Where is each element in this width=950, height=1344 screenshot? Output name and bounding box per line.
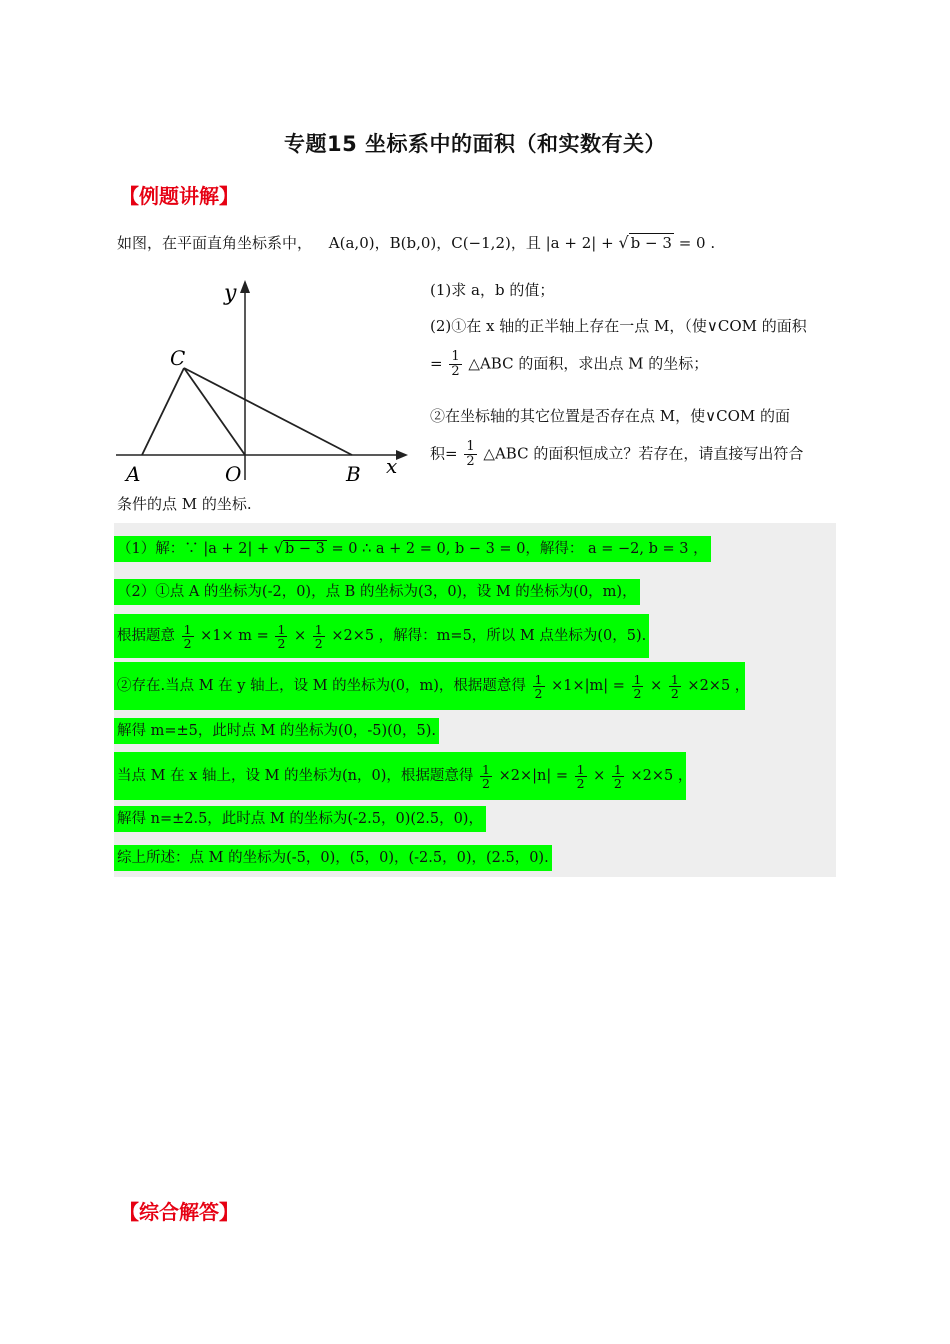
page-title: 专题15 坐标系中的面积（和实数有关） <box>283 132 667 156</box>
equals-sign: = <box>430 354 443 373</box>
question-2b-text: △ABC 的面积恒成立？若存在，请直接写出符合 <box>483 444 804 463</box>
question-2b-prefix: 积= <box>430 444 458 463</box>
label-o: O <box>225 462 242 486</box>
sqrt-expression: b − 3 <box>630 234 672 252</box>
question-2a-line1: (2)①在 x 轴的正半轴上存在一点 M，（使∨COM 的面积 <box>430 317 807 335</box>
y-axis-arrow-icon <box>240 280 250 293</box>
label-c: C <box>170 346 186 370</box>
label-a: A <box>126 462 141 486</box>
problem-points: A(a,0)，B(b,0)，C(−1,2)，且 <box>328 234 541 252</box>
condition-tail: = 0 . <box>678 234 716 252</box>
problem-intro-line <box>117 232 715 253</box>
label-b: B <box>346 462 361 486</box>
abs-expression: |a + 2| <box>545 234 597 252</box>
coordinate-figure <box>112 278 412 490</box>
question-1: (1)求 a，b 的值； <box>430 281 555 299</box>
plus-sign: + <box>601 234 614 252</box>
x-axis-arrow-icon <box>396 450 408 460</box>
sqrt-icon: √ <box>273 541 283 557</box>
question-2a-line2 <box>430 350 708 379</box>
answer-line-8: 综上所述：点 M 的坐标为(-5，0)，(5，0)，(-2.5，0)，(2.5，0). <box>114 845 552 871</box>
answer-line-5: 解得 m=±5，此时点 M 的坐标为(0，-5)(0，5). <box>114 718 439 744</box>
fraction-half: $\frac{1}{2}$ <box>451 349 460 379</box>
question-2b-line3: 条件的点 M 的坐标. <box>117 495 252 513</box>
segment-cb <box>184 368 352 455</box>
problem-intro: 如图，在平面直角坐标系中， <box>117 234 313 252</box>
section-comprehensive-heading: 【综合解答】 <box>119 1200 239 1224</box>
answer-line-2: （2）①点 A 的坐标为(-2，0)，点 B 的坐标为(3，0)，设 M 的坐标为(0，m)， <box>114 579 640 605</box>
question-2b-line2 <box>430 440 803 469</box>
segment-co <box>184 368 245 455</box>
answer-line-7: 解得 n=±2.5，此时点 M 的坐标为(-2.5，0)(2.5，0)， <box>114 806 486 832</box>
answer-line-1: （1）解：∵ |a + 2| + √ b − 3 = 0 ∴ a + 2 = 0, b − 3 = 0，解得： a = −2, b = 3 ， <box>114 536 711 562</box>
question-2b-line1: ②在坐标轴的其它位置是否存在点 M，使∨COM 的面 <box>430 407 791 425</box>
question-2a-text: △ABC 的面积，求出点 M 的坐标； <box>468 354 709 373</box>
section-example-heading: 【例题讲解】 <box>119 184 239 208</box>
label-y: y <box>224 281 237 306</box>
sqrt-icon: √ <box>618 233 629 252</box>
segment-ac <box>142 368 184 455</box>
answer-line-4: ②存在.当点 M 在 y 轴上，设 M 的坐标为(0，m)，根据题意得 $\frac{1}{2}$ ×1×|m| = $\frac{1}{2}$ × $\frac{1}{2}$ ×2×5 ， <box>114 662 745 710</box>
label-x: x <box>386 454 398 478</box>
answer-line-6: 当点 M 在 x 轴上，设 M 的坐标为(n，0)，根据题意得 $\frac{1}{2}$ ×2×|n| = $\frac{1}{2}$ × $\frac{1}{2}$ ×2×5 ， <box>114 752 686 800</box>
fraction-half: $\frac{1}{2}$ <box>466 439 475 469</box>
answer-line-3: 根据题意 $\frac{1}{2}$ ×1× m = $\frac{1}{2}$ × $\frac{1}{2}$ ×2×5 ，解得：m=5，所以 M 点坐标为(0，5). <box>114 614 649 658</box>
